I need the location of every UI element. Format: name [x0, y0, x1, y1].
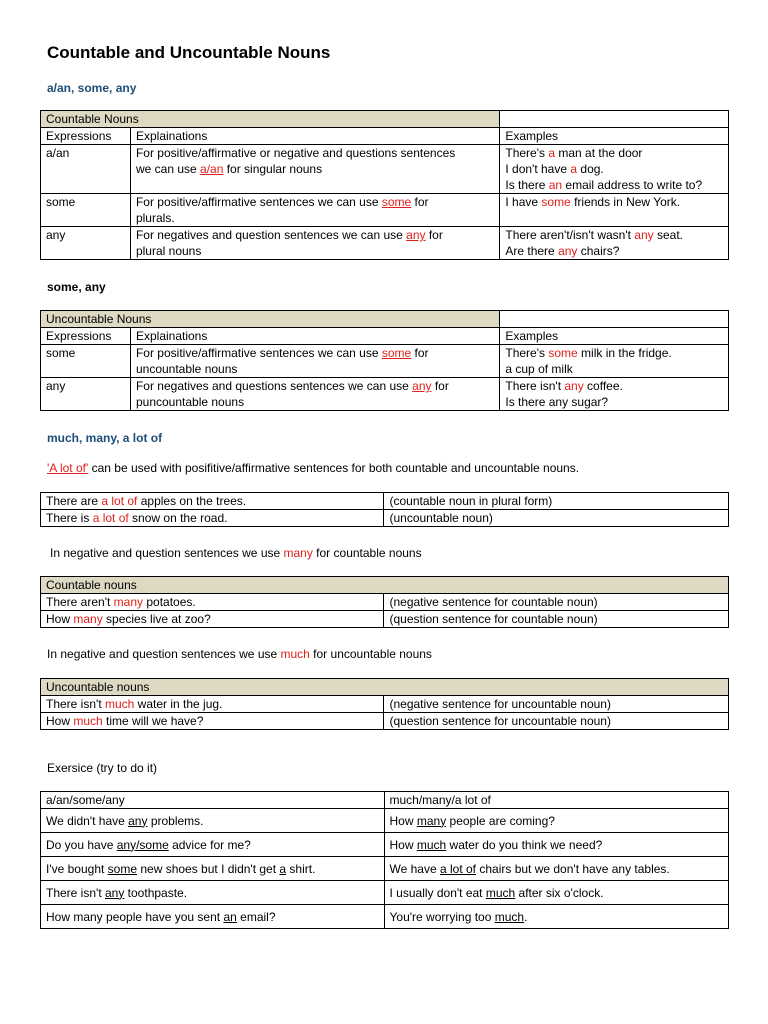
highlight-term: many — [283, 546, 313, 560]
table-row — [41, 857, 729, 881]
text-line — [136, 378, 494, 394]
text-span: There is — [46, 511, 93, 525]
table-row — [41, 713, 729, 730]
text-span: How — [389, 837, 417, 852]
text-line: puncountable nouns — [135, 395, 245, 409]
text-span: milk in the fridge. — [577, 346, 672, 360]
table-column-row — [41, 128, 729, 145]
note-cell: (uncountable noun) — [384, 510, 729, 527]
page-title: Countable and Uncountable Nouns — [47, 43, 331, 62]
text-span: How many people have you sent — [46, 909, 224, 924]
text-span: seat. — [653, 228, 684, 242]
text-span: advice for me? — [168, 837, 251, 852]
text-span: For negatives and question sentences we can use — [135, 228, 407, 242]
sentence-cell — [41, 510, 384, 527]
table-header-cell: Countable Nouns — [41, 111, 500, 128]
exercise-table — [40, 791, 729, 929]
table-header-row — [41, 577, 729, 594]
answer-term: many — [416, 813, 447, 828]
explanation-cell — [130, 194, 499, 227]
text-line — [505, 161, 723, 177]
text-span: I usually don't eat — [389, 885, 486, 900]
text-span: email? — [236, 909, 276, 924]
text-span: chairs? — [577, 244, 620, 258]
text-span: snow on the road. — [128, 511, 228, 525]
sentence-cell — [41, 594, 384, 611]
answer-term: a — [279, 861, 287, 876]
text-span: for — [411, 346, 429, 360]
text-line — [505, 345, 723, 361]
text-span: How — [46, 714, 74, 728]
highlight-term: much — [104, 697, 135, 711]
text-span: shirt. — [286, 861, 316, 876]
answer-term: some — [107, 861, 138, 876]
table-header-empty-cell — [500, 311, 729, 328]
expression-cell: a/an — [41, 145, 131, 194]
text-span: There aren't/isn't wasn't — [505, 228, 635, 242]
text-line — [505, 145, 723, 161]
text-line: uncountable nouns — [135, 362, 238, 376]
example-cell — [500, 227, 729, 260]
answer-term: an — [223, 909, 237, 924]
answer-term: any — [104, 885, 125, 900]
table-header-row — [41, 311, 729, 328]
text-span: For positive/affirmative sentences we can use — [135, 195, 382, 209]
table-header-row — [41, 792, 729, 809]
highlight-term: an — [548, 178, 563, 192]
example-cell — [500, 145, 729, 194]
text-span: dog. — [577, 162, 604, 176]
table-header-cell: Uncountable Nouns — [41, 311, 500, 328]
text-line — [136, 227, 494, 243]
text-span: friends in New York. — [570, 195, 681, 209]
text-span: chairs but we don't have any tables. — [476, 861, 670, 876]
explanation-cell — [130, 227, 499, 260]
table-header-row — [41, 111, 729, 128]
text-line: For positive/affirmative or negative and questions sentences — [135, 146, 456, 160]
highlight-term: much — [280, 647, 310, 661]
expression-cell: some — [41, 345, 131, 378]
text-span: How — [46, 612, 74, 626]
note-cell: (question sentence for uncountable noun) — [384, 713, 729, 730]
table-row — [41, 145, 729, 194]
table-header-cell: Uncountable nouns — [41, 679, 729, 696]
highlight-term: any — [564, 379, 584, 393]
explanation-cell — [130, 378, 499, 411]
answer-term: any/some — [116, 837, 169, 852]
text-span: I've bought — [46, 861, 108, 876]
example-cell — [500, 345, 729, 378]
exercise-cell — [384, 857, 729, 881]
section-heading-much-many: much, many, a lot of — [47, 431, 163, 445]
text-span: We didn't have — [46, 813, 129, 828]
text-span: I don't have — [505, 162, 571, 176]
text-span: There are — [46, 494, 102, 508]
text-span: species live at zoo? — [102, 612, 211, 626]
text-span: apples on the trees. — [137, 494, 247, 508]
text-line — [136, 194, 494, 210]
example-cell — [500, 378, 729, 411]
answer-term: much — [416, 837, 447, 852]
text-line: a cup of milk — [505, 362, 573, 376]
table-row — [41, 378, 729, 411]
column-header: Expressions — [41, 328, 131, 345]
highlight-term: a lot of — [101, 494, 138, 508]
text-span: You're worrying too — [389, 909, 495, 924]
table-row — [41, 594, 729, 611]
a-lot-of-paragraph — [47, 461, 579, 475]
text-span: for — [411, 195, 429, 209]
text-span: water in the jug. — [134, 697, 223, 711]
text-line — [136, 345, 494, 361]
answer-term: much — [494, 909, 525, 924]
table-row — [41, 696, 729, 713]
highlight-term: a lot of — [92, 511, 129, 525]
highlight-term: some — [381, 346, 412, 360]
text-span: for — [431, 379, 449, 393]
text-span: we can use — [135, 162, 201, 176]
highlight-term: any — [412, 379, 432, 393]
text-span: There isn't — [505, 379, 565, 393]
text-span: Do you have — [46, 837, 117, 852]
text-span: for uncountable nouns — [309, 647, 432, 661]
highlight-term: any — [634, 228, 654, 242]
column-header: Explainations — [130, 128, 499, 145]
text-line — [505, 378, 723, 394]
text-span: potatoes. — [143, 595, 196, 609]
explanation-cell — [130, 345, 499, 378]
answer-term: any — [128, 813, 148, 828]
table-row — [41, 510, 729, 527]
highlight-term: any — [558, 244, 578, 258]
column-header: Explainations — [130, 328, 499, 345]
answer-term: much — [485, 885, 516, 900]
text-line — [505, 243, 723, 259]
table-header-empty-cell — [500, 111, 729, 128]
text-span: Is there — [505, 178, 549, 192]
text-span: for singular nouns — [223, 162, 323, 176]
text-line — [505, 177, 723, 193]
answer-term: a lot of — [439, 861, 477, 876]
text-span: problems. — [147, 813, 204, 828]
note-cell: (countable noun in plural form) — [384, 493, 729, 510]
exercise-cell — [41, 881, 385, 905]
text-span: for — [425, 228, 443, 242]
column-header: much/many/a lot of — [384, 792, 729, 809]
table-row — [41, 194, 729, 227]
column-header: a/an/some/any — [41, 792, 385, 809]
example-cell — [500, 194, 729, 227]
text-span: time will we have? — [102, 714, 204, 728]
note-cell: (question sentence for countable noun) — [384, 611, 729, 628]
table-row — [41, 611, 729, 628]
exercise-cell — [384, 809, 729, 833]
text-span: I have — [505, 195, 542, 209]
text-span: . — [524, 909, 528, 924]
text-span: There isn't — [46, 885, 105, 900]
text-span: How — [389, 813, 417, 828]
exercise-cell — [41, 833, 385, 857]
text-span: man at the door — [555, 146, 643, 160]
exercise-cell — [384, 905, 729, 929]
text-span: water do you think we need? — [446, 837, 603, 852]
sentence-cell — [41, 696, 384, 713]
highlight-term: many — [113, 595, 144, 609]
highlight-term: some — [548, 346, 578, 360]
table-row — [41, 905, 729, 929]
text-line: plural nouns — [135, 244, 202, 258]
text-span: after six o'clock. — [515, 885, 604, 900]
sentence-cell — [41, 611, 384, 628]
exercise-cell — [384, 833, 729, 857]
text-span: new shoes but I didn't get — [137, 861, 280, 876]
text-span: can be used with posifitive/affirmative sentences for both countable and uncountable nouns. — [88, 461, 580, 475]
highlight-term: any — [406, 228, 426, 242]
table-row — [41, 345, 729, 378]
highlight-term: a — [548, 146, 556, 160]
text-span: In negative and question sentences we use — [50, 546, 284, 560]
expression-cell: any — [41, 378, 131, 411]
text-span: We have — [389, 861, 440, 876]
much-paragraph — [47, 647, 432, 661]
countable-many-table — [40, 576, 729, 628]
text-span: toothpaste. — [124, 885, 188, 900]
text-span: Are there — [505, 244, 559, 258]
text-span: In negative and question sentences we use — [47, 647, 281, 661]
text-line: Is there any sugar? — [505, 395, 609, 409]
highlight-term: a — [570, 162, 578, 176]
text-line — [136, 161, 494, 177]
column-header: Expressions — [41, 128, 131, 145]
table-header-row — [41, 679, 729, 696]
highlight-term: a/an — [200, 162, 224, 176]
exercise-cell — [41, 905, 385, 929]
exercise-cell — [41, 809, 385, 833]
text-span: email address to write to? — [562, 178, 703, 192]
expression-cell: some — [41, 194, 131, 227]
highlight-term: some — [381, 195, 412, 209]
text-line — [505, 227, 723, 243]
section-heading-some-any: some, any — [47, 280, 106, 294]
note-cell: (negative sentence for countable noun) — [384, 594, 729, 611]
highlight-term: many — [73, 612, 103, 626]
text-line — [505, 194, 723, 210]
text-span: There isn't — [46, 697, 105, 711]
text-span: There aren't — [46, 595, 114, 609]
text-line: plurals. — [135, 211, 175, 225]
text-span: For positive/affirmative sentences we can use — [135, 346, 382, 360]
countable-nouns-table — [40, 110, 729, 260]
exercise-heading: Exersice (try to do it) — [47, 761, 158, 775]
exercise-cell — [41, 857, 385, 881]
text-span: coffee. — [583, 379, 623, 393]
section-heading-a-an-some-any: a/an, some, any — [47, 81, 137, 95]
column-header: Examples — [500, 328, 729, 345]
column-header: Examples — [500, 128, 729, 145]
table-column-row — [41, 328, 729, 345]
exercise-cell — [384, 881, 729, 905]
many-paragraph — [50, 546, 422, 560]
explanation-cell — [130, 145, 499, 194]
highlight-term: much — [73, 714, 103, 728]
sentence-cell — [41, 493, 384, 510]
text-span: For negatives and questions sentences we can use — [135, 379, 413, 393]
table-row — [41, 809, 729, 833]
text-span: There's — [505, 146, 549, 160]
table-header-cell: Countable nouns — [41, 577, 729, 594]
uncountable-much-table — [40, 678, 729, 730]
text-span: people are coming? — [446, 813, 555, 828]
table-row — [41, 227, 729, 260]
expression-cell: any — [41, 227, 131, 260]
a-lot-of-table — [40, 492, 729, 527]
text-span: for countable nouns — [312, 546, 422, 560]
highlight-term: some — [541, 195, 571, 209]
sentence-cell — [41, 713, 384, 730]
table-row — [41, 493, 729, 510]
note-cell: (negative sentence for uncountable noun) — [384, 696, 729, 713]
table-row — [41, 881, 729, 905]
table-row — [41, 833, 729, 857]
uncountable-nouns-table — [40, 310, 729, 411]
text-span: There's — [505, 346, 549, 360]
highlight-term: 'A lot of' — [47, 461, 89, 475]
